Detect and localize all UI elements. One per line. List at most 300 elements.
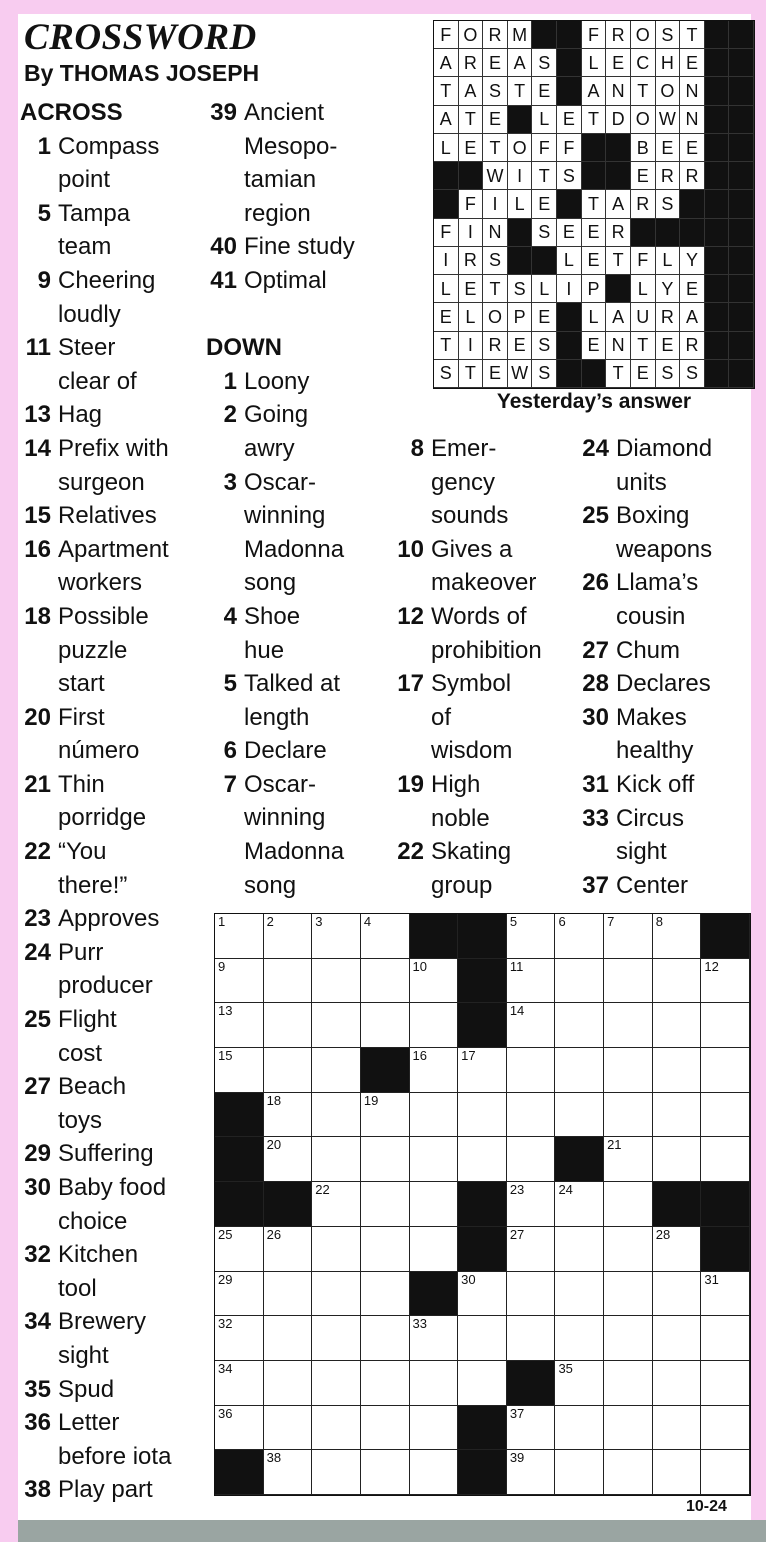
- answer-cell: I: [434, 247, 459, 275]
- answer-black-square: [705, 77, 730, 105]
- answer-cell: E: [557, 106, 582, 134]
- answer-black-square: [434, 162, 459, 190]
- grid-cell[interactable]: [555, 1316, 604, 1361]
- grid-cell[interactable]: [312, 959, 361, 1004]
- answer-cell: Y: [680, 247, 705, 275]
- clue-text: Declares: [616, 670, 711, 698]
- bottom-bar: [18, 1520, 766, 1542]
- grid-black-square: [653, 1182, 702, 1227]
- clue: [578, 634, 753, 668]
- grid-cell[interactable]: [653, 1093, 702, 1138]
- grid-cell[interactable]: [555, 1361, 604, 1406]
- answer-cell: A: [606, 190, 631, 218]
- clue-column-3: [393, 432, 573, 902]
- clue-text: Going: [244, 401, 309, 429]
- clue-number: 5: [37, 199, 51, 227]
- clue-text: length: [244, 703, 310, 731]
- grid-cell[interactable]: [604, 1406, 653, 1451]
- clue: [206, 365, 406, 399]
- grid-cell[interactable]: [507, 914, 556, 959]
- cell-number: 16: [412, 1048, 427, 1064]
- grid-cell[interactable]: [507, 1048, 556, 1093]
- grid-cell[interactable]: [312, 1272, 361, 1317]
- clue-number: 35: [24, 1375, 51, 1403]
- cell-number: 4: [363, 914, 372, 929]
- clue-column-4: [578, 432, 753, 902]
- grid-cell[interactable]: [215, 1048, 264, 1093]
- grid-cell[interactable]: [312, 1227, 361, 1272]
- grid-cell[interactable]: [361, 1182, 410, 1227]
- answer-cell: E: [483, 360, 508, 388]
- clue-text: winning: [244, 502, 326, 530]
- grid-cell[interactable]: [507, 1316, 556, 1361]
- clue: [20, 1238, 200, 1305]
- grid-cell[interactable]: [555, 959, 604, 1004]
- grid-cell[interactable]: [701, 1316, 750, 1361]
- answer-cell: W: [508, 360, 533, 388]
- clue: [393, 667, 573, 768]
- clue-text: Declare: [244, 737, 327, 765]
- clue-number: 27: [24, 1073, 51, 1101]
- cell-number: 29: [218, 1271, 233, 1287]
- clue: [578, 667, 753, 701]
- answer-cell: E: [582, 247, 607, 275]
- answer-cell: N: [680, 77, 705, 105]
- clue-text: cost: [58, 1039, 103, 1067]
- grid-cell[interactable]: [264, 1048, 313, 1093]
- answer-cell: I: [459, 219, 484, 247]
- clue-text: Hag: [58, 401, 103, 429]
- grid-cell[interactable]: [507, 1182, 556, 1227]
- grid-cell[interactable]: [555, 914, 604, 959]
- grid-cell[interactable]: [653, 1003, 702, 1048]
- clue-text: region: [244, 199, 311, 227]
- answer-black-square: [729, 303, 754, 331]
- grid-cell[interactable]: [701, 1048, 750, 1093]
- clue: [20, 1137, 200, 1171]
- grid-cell[interactable]: [410, 1361, 459, 1406]
- grid-cell[interactable]: [458, 1137, 507, 1182]
- clue: [393, 533, 573, 600]
- grid-cell[interactable]: [361, 1316, 410, 1361]
- answer-cell: I: [508, 162, 533, 190]
- clue: [206, 398, 406, 465]
- grid-cell[interactable]: [215, 1406, 264, 1451]
- grid-black-square: [701, 914, 750, 959]
- clue-text: prohibition: [431, 636, 542, 664]
- grid-black-square: [458, 1450, 507, 1495]
- grid-cell[interactable]: [264, 1450, 313, 1495]
- clue-text: Apartment: [58, 535, 169, 563]
- grid-cell[interactable]: [653, 1227, 702, 1272]
- answer-black-square: [508, 219, 533, 247]
- grid-cell[interactable]: [555, 1406, 604, 1451]
- clue-number: 3: [223, 468, 237, 496]
- grid-cell[interactable]: [312, 914, 361, 959]
- grid-cell[interactable]: [458, 1316, 507, 1361]
- grid-cell[interactable]: [410, 1137, 459, 1182]
- grid-black-square: [410, 1272, 459, 1317]
- clue-text: Ancient: [244, 99, 325, 126]
- answer-black-square: [582, 162, 607, 190]
- grid-cell[interactable]: [312, 1137, 361, 1182]
- grid-cell[interactable]: [604, 959, 653, 1004]
- clue-text: Possible: [58, 602, 149, 630]
- clue-number: 14: [24, 434, 51, 462]
- answer-cell: E: [680, 134, 705, 162]
- grid-cell[interactable]: [701, 959, 750, 1004]
- grid-cell[interactable]: [361, 914, 410, 959]
- grid-cell[interactable]: [653, 1316, 702, 1361]
- answer-black-square: [705, 190, 730, 218]
- grid-cell[interactable]: [264, 1361, 313, 1406]
- clue-text: Makes: [616, 703, 687, 731]
- grid-cell[interactable]: [604, 1137, 653, 1182]
- grid-cell[interactable]: [604, 1272, 653, 1317]
- clue-number: 5: [223, 670, 237, 698]
- answer-cell: U: [631, 303, 656, 331]
- grid-cell[interactable]: [701, 1137, 750, 1182]
- cell-number: 30: [461, 1271, 476, 1287]
- answer-cell: A: [508, 49, 533, 77]
- clue-text: Letter: [58, 1409, 120, 1437]
- answer-cell: S: [532, 332, 557, 360]
- puzzle-title: CROSSWORD: [24, 17, 257, 58]
- cell-number: 11: [509, 958, 524, 974]
- clue-text: Beach: [58, 1073, 127, 1101]
- grid-cell[interactable]: [361, 1272, 410, 1317]
- answer-cell: L: [508, 190, 533, 218]
- clue-text: Baby food: [58, 1174, 167, 1201]
- grid-cell[interactable]: [361, 1093, 410, 1138]
- grid-cell[interactable]: [653, 914, 702, 959]
- grid-cell[interactable]: [604, 1182, 653, 1227]
- grid-cell[interactable]: [312, 1182, 361, 1227]
- clue-text: tamian: [244, 166, 317, 194]
- clue-number: 24: [24, 938, 51, 966]
- grid-cell[interactable]: [458, 1048, 507, 1093]
- answer-cell: L: [459, 303, 484, 331]
- answer-cell: T: [606, 360, 631, 388]
- cell-number: 33: [412, 1316, 427, 1332]
- clue: [20, 264, 200, 331]
- clue-number: 24: [582, 435, 609, 462]
- grid-cell[interactable]: [507, 959, 556, 1004]
- answer-cell: L: [582, 49, 607, 77]
- grid-cell[interactable]: [555, 1227, 604, 1272]
- answer-black-square: [557, 77, 582, 105]
- grid-cell[interactable]: [604, 1048, 653, 1093]
- grid-cell[interactable]: [507, 1272, 556, 1317]
- answer-cell: M: [508, 21, 533, 49]
- grid-cell[interactable]: [507, 1093, 556, 1138]
- answer-cell: L: [557, 247, 582, 275]
- clue-text: Flight: [58, 1006, 117, 1034]
- grid-cell[interactable]: [458, 1361, 507, 1406]
- clue-text: of: [431, 703, 452, 731]
- answer-cell: S: [483, 77, 508, 105]
- grid-cell[interactable]: [604, 1003, 653, 1048]
- answer-black-square: [508, 106, 533, 134]
- answer-cell: E: [680, 275, 705, 303]
- grid-cell[interactable]: [264, 1137, 313, 1182]
- answer-cell: R: [656, 303, 681, 331]
- grid-cell[interactable]: [410, 1406, 459, 1451]
- clue-text: weapons: [616, 535, 713, 563]
- clue-number: 19: [397, 770, 424, 798]
- grid-cell[interactable]: [653, 959, 702, 1004]
- clue-text: noble: [431, 804, 490, 832]
- answer-black-square: [459, 162, 484, 190]
- grid-cell[interactable]: [555, 1093, 604, 1138]
- grid-cell[interactable]: [701, 1003, 750, 1048]
- grid-cell[interactable]: [410, 1450, 459, 1495]
- clue-number: 16: [24, 535, 51, 563]
- grid-black-square: [458, 959, 507, 1004]
- clue: [20, 835, 200, 902]
- answer-cell: F: [582, 21, 607, 49]
- grid-cell[interactable]: [701, 1093, 750, 1138]
- grid-cell[interactable]: [507, 1137, 556, 1182]
- grid-cell[interactable]: [312, 1316, 361, 1361]
- clue-text: Fine study: [244, 233, 355, 261]
- clue-text: choice: [58, 1207, 128, 1235]
- answer-cell: R: [631, 190, 656, 218]
- answer-cell: E: [606, 49, 631, 77]
- clue-column-1: [20, 96, 200, 1507]
- grid-black-square: [701, 1227, 750, 1272]
- clue: [206, 768, 406, 902]
- grid-cell[interactable]: [215, 1361, 264, 1406]
- grid-cell[interactable]: [215, 1227, 264, 1272]
- clue-number: 41: [210, 266, 237, 294]
- clue-text: Words of: [431, 602, 527, 630]
- grid-cell[interactable]: [555, 1003, 604, 1048]
- clue: [578, 869, 753, 903]
- clue-text: tool: [58, 1274, 97, 1302]
- cell-number: 27: [509, 1226, 525, 1242]
- grid-cell[interactable]: [264, 1316, 313, 1361]
- grid-cell[interactable]: [555, 1450, 604, 1495]
- grid-cell[interactable]: [604, 1361, 653, 1406]
- clue-number: 7: [223, 770, 237, 798]
- cell-number: 38: [266, 1450, 282, 1466]
- grid-cell[interactable]: [410, 959, 459, 1004]
- answer-black-square: [557, 49, 582, 77]
- grid-cell[interactable]: [361, 959, 410, 1004]
- grid-cell[interactable]: [410, 1227, 459, 1272]
- grid-cell[interactable]: [410, 1048, 459, 1093]
- answer-cell: S: [532, 219, 557, 247]
- answer-cell: T: [459, 360, 484, 388]
- clue-text: workers: [58, 569, 143, 597]
- answer-cell: T: [434, 77, 459, 105]
- answer-cell: F: [434, 21, 459, 49]
- grid-cell[interactable]: [555, 1048, 604, 1093]
- grid-cell[interactable]: [653, 1361, 702, 1406]
- answer-cell: A: [434, 106, 459, 134]
- clue: [20, 432, 200, 499]
- answer-cell: E: [532, 77, 557, 105]
- grid-black-square: [215, 1137, 264, 1182]
- grid-cell[interactable]: [215, 1316, 264, 1361]
- answer-cell: R: [606, 219, 631, 247]
- answer-black-square: [606, 134, 631, 162]
- answer-black-square: [680, 219, 705, 247]
- grid-cell[interactable]: [507, 1406, 556, 1451]
- answer-cell: R: [483, 332, 508, 360]
- cell-number: 7: [607, 914, 615, 929]
- clue-text: Emer-: [431, 435, 497, 462]
- grid-cell[interactable]: [458, 1093, 507, 1138]
- grid-cell[interactable]: [604, 1093, 653, 1138]
- grid-cell[interactable]: [555, 1182, 604, 1227]
- grid-cell[interactable]: [555, 1272, 604, 1317]
- clue-number: 13: [24, 401, 51, 429]
- grid-cell[interactable]: [361, 1450, 410, 1495]
- clue-text: Circus: [616, 804, 685, 832]
- answer-cell: E: [582, 332, 607, 360]
- grid-cell[interactable]: [264, 1093, 313, 1138]
- answer-cell: T: [483, 275, 508, 303]
- grid-cell[interactable]: [604, 1227, 653, 1272]
- grid-cell[interactable]: [604, 914, 653, 959]
- grid-cell[interactable]: [312, 1406, 361, 1451]
- grid-cell[interactable]: [653, 1137, 702, 1182]
- grid-cell[interactable]: [264, 1227, 313, 1272]
- cell-number: 17: [461, 1048, 476, 1064]
- grid-cell[interactable]: [604, 1450, 653, 1495]
- answer-cell: T: [508, 77, 533, 105]
- grid-cell[interactable]: [264, 914, 313, 959]
- clue-text: Prefix with: [58, 434, 169, 462]
- answer-cell: R: [680, 332, 705, 360]
- grid-cell[interactable]: [653, 1450, 702, 1495]
- grid-cell[interactable]: [701, 1406, 750, 1451]
- grid-cell[interactable]: [653, 1406, 702, 1451]
- clue-text: cousin: [616, 602, 686, 630]
- grid-cell[interactable]: [264, 1406, 313, 1451]
- grid-cell[interactable]: [361, 1361, 410, 1406]
- grid-cell[interactable]: [361, 1003, 410, 1048]
- grid-cell[interactable]: [312, 1093, 361, 1138]
- clue: [206, 466, 406, 600]
- grid-cell[interactable]: [410, 1182, 459, 1227]
- answer-cell: R: [459, 49, 484, 77]
- clue-text: First: [58, 703, 105, 731]
- answer-cell: O: [483, 303, 508, 331]
- answer-black-square: [557, 332, 582, 360]
- grid-cell[interactable]: [653, 1272, 702, 1317]
- grid-cell[interactable]: [312, 1048, 361, 1093]
- cell-number: 18: [266, 1092, 282, 1108]
- grid-cell[interactable]: [312, 1361, 361, 1406]
- clue-number: 22: [24, 838, 51, 866]
- yesterday-answer-label: Yesterday’s answer: [496, 390, 692, 413]
- clue: [20, 331, 200, 398]
- grid-cell[interactable]: [215, 1003, 264, 1048]
- puzzle-grid[interactable]: [214, 913, 751, 1496]
- answer-cell: S: [508, 275, 533, 303]
- cell-number: 20: [266, 1137, 282, 1153]
- grid-cell[interactable]: [215, 959, 264, 1004]
- cell-number: 37: [509, 1405, 525, 1421]
- grid-cell[interactable]: [215, 914, 264, 959]
- clue-text: point: [58, 166, 111, 194]
- clue-text: porridge: [58, 804, 147, 832]
- answer-black-square: [729, 162, 754, 190]
- grid-cell[interactable]: [312, 1003, 361, 1048]
- grid-cell[interactable]: [361, 1406, 410, 1451]
- answer-cell: E: [434, 303, 459, 331]
- grid-cell[interactable]: [410, 1093, 459, 1138]
- answer-cell: S: [656, 21, 681, 49]
- cell-number: 39: [509, 1450, 525, 1466]
- grid-cell[interactable]: [264, 1272, 313, 1317]
- clue-text: Oscar-: [244, 770, 316, 798]
- grid-cell[interactable]: [410, 1003, 459, 1048]
- grid-cell[interactable]: [312, 1450, 361, 1495]
- clue-text: wisdom: [431, 737, 513, 765]
- answer-cell: T: [459, 106, 484, 134]
- cell-number: 36: [218, 1405, 233, 1421]
- answer-black-square: [705, 219, 730, 247]
- cell-number: 12: [704, 958, 719, 974]
- clue-number: 21: [24, 770, 51, 798]
- grid-cell[interactable]: [604, 1316, 653, 1361]
- clue-number: 30: [582, 703, 609, 731]
- grid-cell[interactable]: [264, 959, 313, 1004]
- grid-cell[interactable]: [507, 1450, 556, 1495]
- grid-cell[interactable]: [507, 1227, 556, 1272]
- answer-cell: R: [656, 162, 681, 190]
- grid-cell[interactable]: [701, 1450, 750, 1495]
- grid-cell[interactable]: [361, 1137, 410, 1182]
- clue-text: Oscar-: [244, 468, 316, 496]
- grid-cell[interactable]: [361, 1227, 410, 1272]
- grid-cell[interactable]: [653, 1048, 702, 1093]
- answer-cell: A: [434, 49, 459, 77]
- clue-text: Diamond: [616, 435, 713, 462]
- answer-cell: A: [582, 77, 607, 105]
- grid-cell[interactable]: [264, 1003, 313, 1048]
- grid-cell[interactable]: [701, 1272, 750, 1317]
- clue-text: Suffering: [58, 1140, 154, 1168]
- answer-black-square: [582, 360, 607, 388]
- cell-number: 24: [558, 1182, 573, 1198]
- answer-cell: S: [532, 360, 557, 388]
- clue: [20, 902, 200, 936]
- answer-black-square: [557, 190, 582, 218]
- grid-cell[interactable]: [701, 1361, 750, 1406]
- clue-number: 30: [24, 1174, 51, 1201]
- grid-cell[interactable]: [215, 1272, 264, 1317]
- clue-number: 23: [24, 905, 51, 933]
- answer-black-square: [705, 106, 730, 134]
- clue-number: 2: [223, 401, 237, 429]
- grid-cell[interactable]: [410, 1316, 459, 1361]
- answer-cell: T: [532, 162, 557, 190]
- clue-number: 18: [24, 602, 51, 630]
- grid-black-square: [410, 914, 459, 959]
- clue: [578, 432, 753, 499]
- clue: [20, 701, 200, 768]
- grid-cell[interactable]: [458, 1272, 507, 1317]
- answer-cell: W: [656, 106, 681, 134]
- grid-black-square: [458, 1182, 507, 1227]
- grid-cell[interactable]: [507, 1003, 556, 1048]
- clue-text: awry: [244, 434, 295, 462]
